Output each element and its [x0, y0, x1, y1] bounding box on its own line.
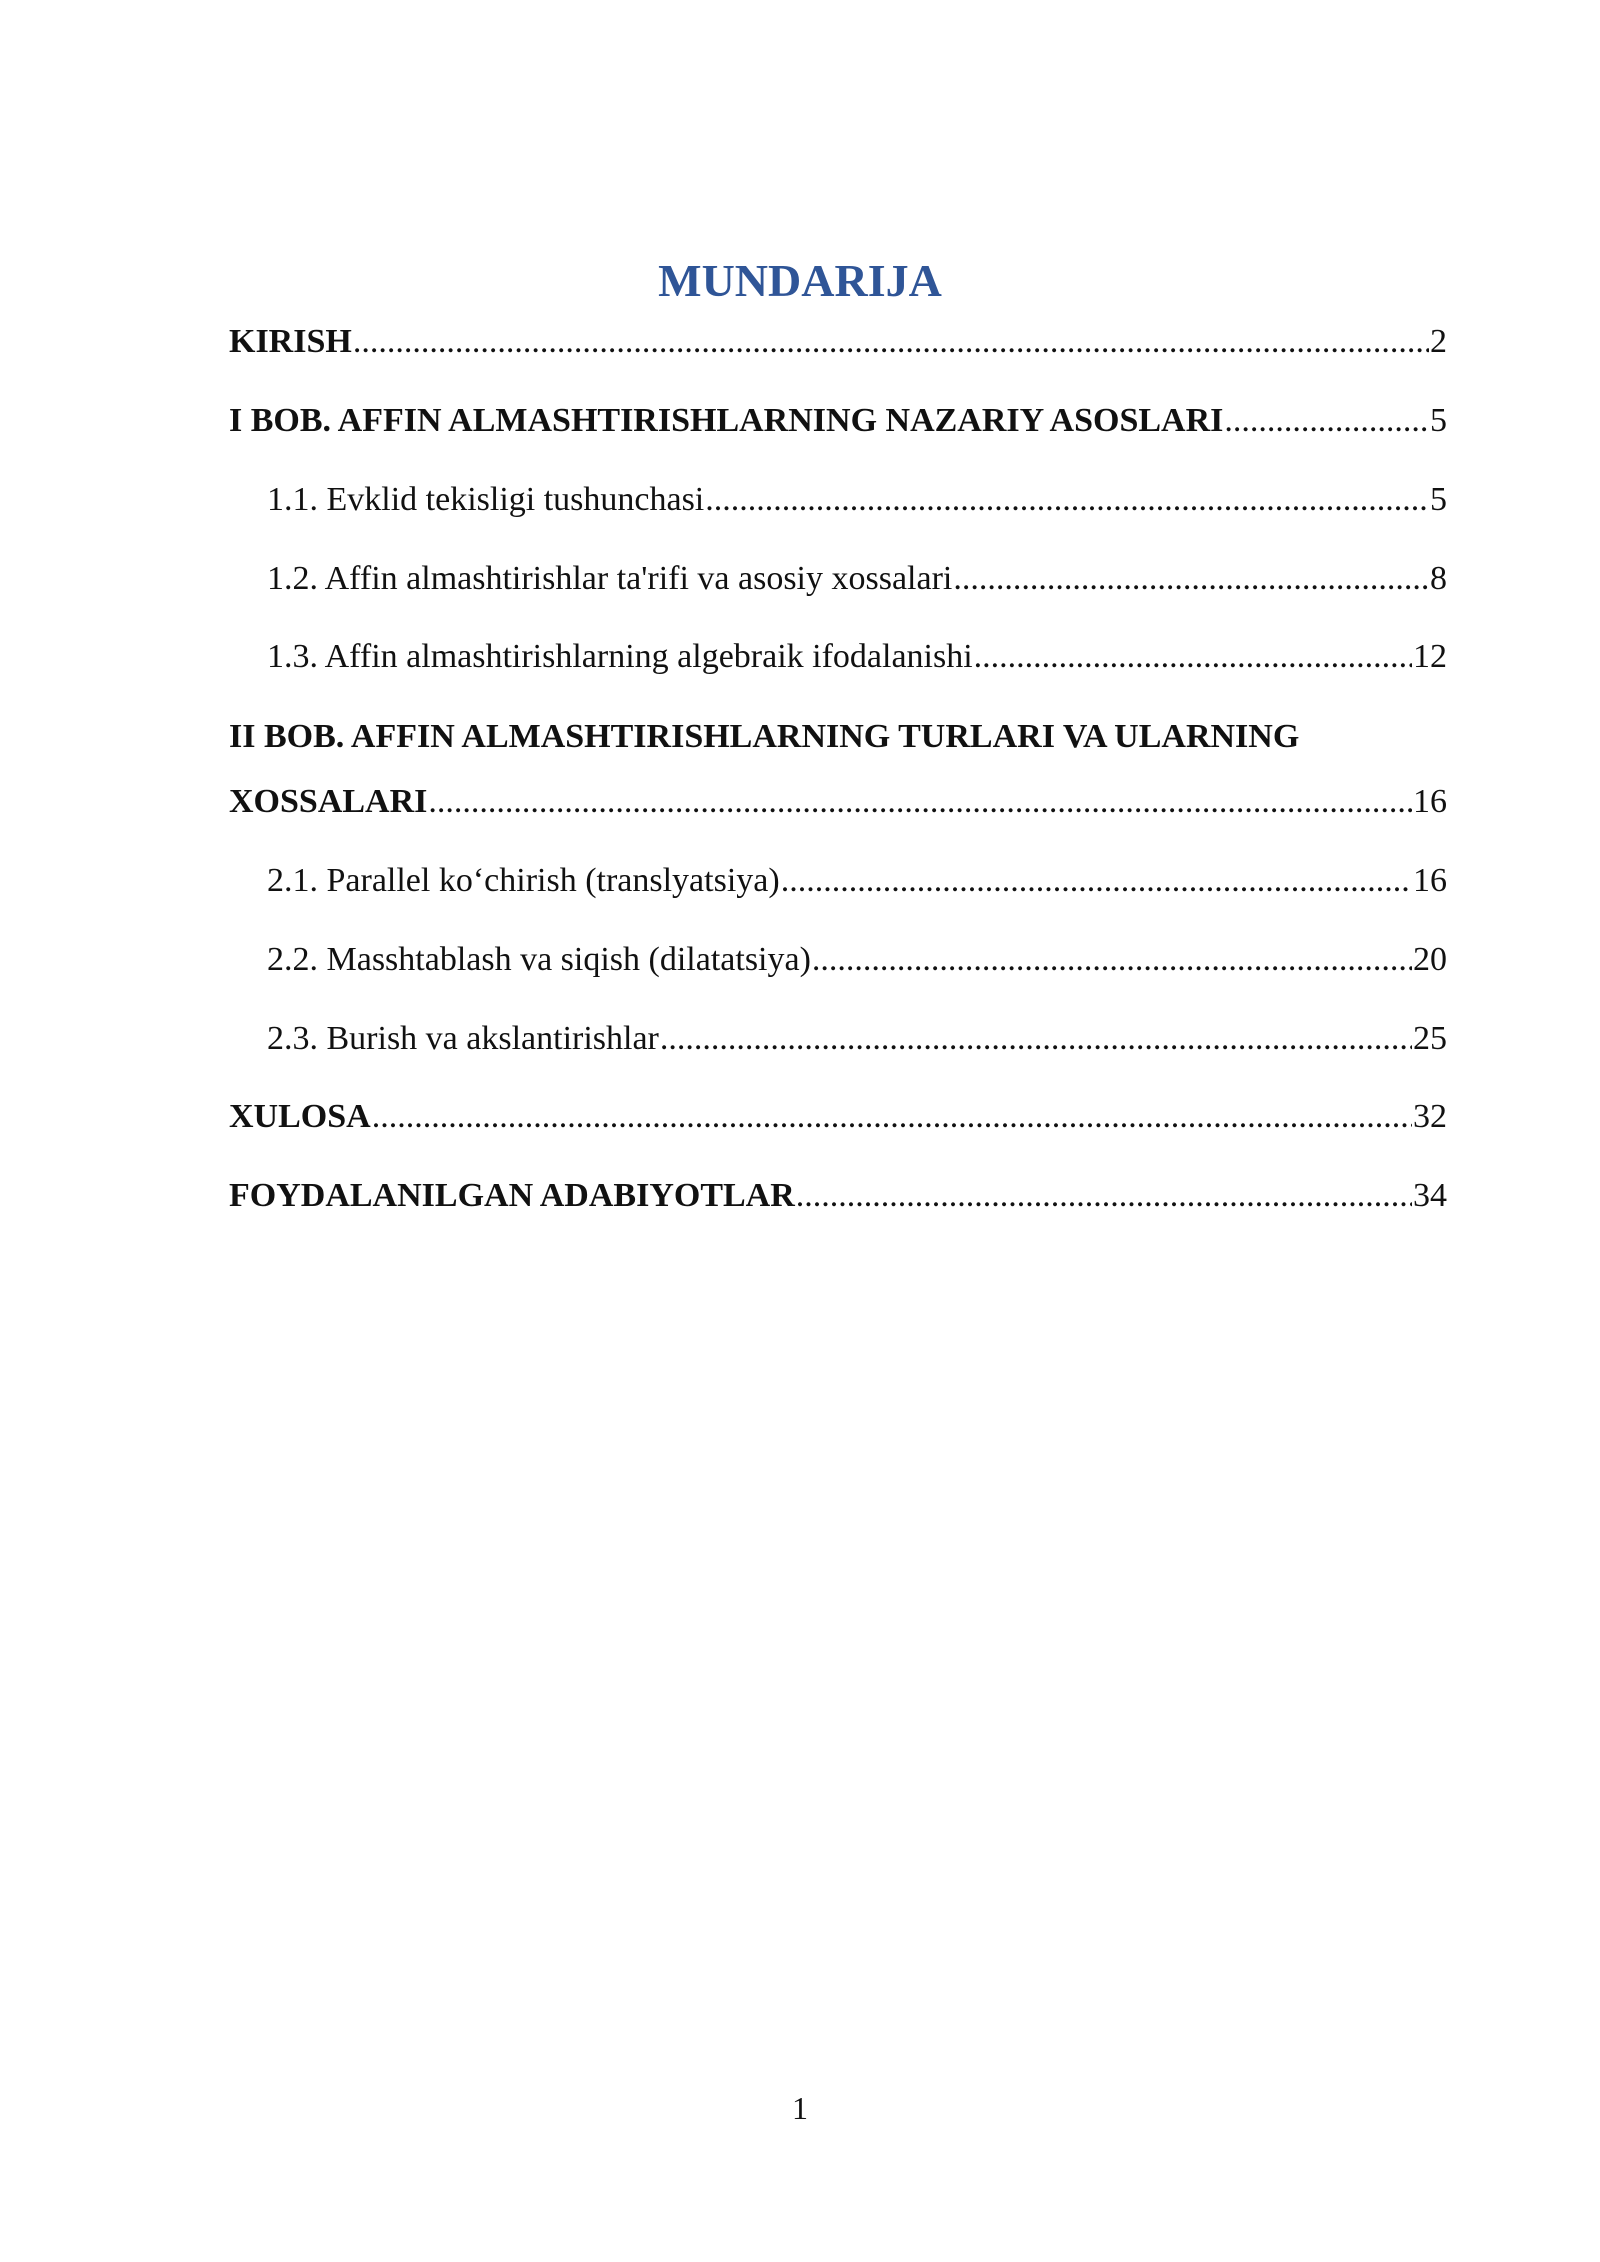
dot-leader	[353, 325, 1429, 359]
toc-entry-section-2-3[interactable]	[229, 1022, 1447, 1056]
dot-leader	[781, 864, 1412, 898]
dot-leader	[974, 640, 1412, 674]
toc-entry-section-1-3[interactable]	[229, 640, 1447, 674]
toc-entry-label: 1.1. Evklid tekisligi tushunchasi	[267, 481, 705, 518]
dot-leader	[796, 1179, 1412, 1213]
toc-entry-label: 2.2. Masshtablash va siqish (dilatatsiya)	[267, 941, 811, 978]
toc-entry-section-2-2[interactable]	[229, 943, 1447, 977]
toc-entry-kirish[interactable]	[229, 325, 1447, 359]
dot-leader	[372, 1100, 1412, 1134]
toc-entry-page: 8	[1430, 560, 1447, 597]
toc-entry-page: 34	[1413, 1177, 1447, 1214]
toc-entry-page: 25	[1413, 1020, 1447, 1057]
dot-leader	[660, 1022, 1412, 1056]
toc-entry-page: 16	[1413, 783, 1447, 820]
toc-entry-label: KIRISH	[229, 323, 352, 360]
toc-entry-label: XULOSA	[229, 1098, 371, 1135]
dot-leader	[953, 562, 1429, 596]
dot-leader	[1224, 404, 1429, 438]
toc-entry-section-2-1[interactable]	[229, 864, 1447, 898]
toc-entry-page: 2	[1430, 323, 1447, 360]
toc-entry-label: FOYDALANILGAN ADABIYOTLAR	[229, 1177, 795, 1214]
toc-entry-section-1-2[interactable]	[229, 562, 1447, 596]
toc-entry-label: 2.1. Parallel ko‘chirish (translyatsiya)	[267, 862, 780, 899]
toc-entry-section-1-1[interactable]	[229, 483, 1447, 517]
dot-leader	[705, 483, 1429, 517]
toc-entry-xulosa[interactable]	[229, 1100, 1447, 1134]
toc-entry-page: 5	[1430, 402, 1447, 439]
toc-entry-chapter-2[interactable]	[229, 785, 1447, 819]
toc-entry-page: 32	[1413, 1098, 1447, 1135]
dot-leader	[428, 785, 1412, 819]
toc-entry-label: 2.3. Burish va akslantirishlar	[267, 1020, 659, 1057]
page-number: 1	[792, 2090, 808, 2126]
toc-entry-label: I BOB. AFFIN ALMASHTIRISHLARNING NAZARIY ASOSLARI	[229, 402, 1224, 439]
toc-entry-page: 12	[1413, 638, 1447, 675]
toc-entry-label: 1.3. Affin almashtirishlarning algebraik ifodalanishi	[267, 638, 973, 675]
toc-entry-label: 1.2. Affin almashtirishlar ta'rifi va asosiy xossalari	[267, 560, 953, 597]
toc-entry-chapter-2-line-1[interactable]: II BOB. AFFIN ALMASHTIRISHLARNING TURLARI VA ULARNING	[229, 718, 1300, 755]
toc-entry-page: 16	[1413, 862, 1447, 899]
dot-leader	[812, 943, 1412, 977]
toc-entry-adabiyotlar[interactable]	[229, 1179, 1447, 1213]
toc-entry-page: 5	[1430, 481, 1447, 518]
toc-entry-chapter-1[interactable]	[229, 404, 1447, 438]
page-title: MUNDARIJA	[658, 255, 942, 306]
toc-entry-label: XOSSALARI	[229, 783, 428, 820]
toc-entry-page: 20	[1413, 941, 1447, 978]
